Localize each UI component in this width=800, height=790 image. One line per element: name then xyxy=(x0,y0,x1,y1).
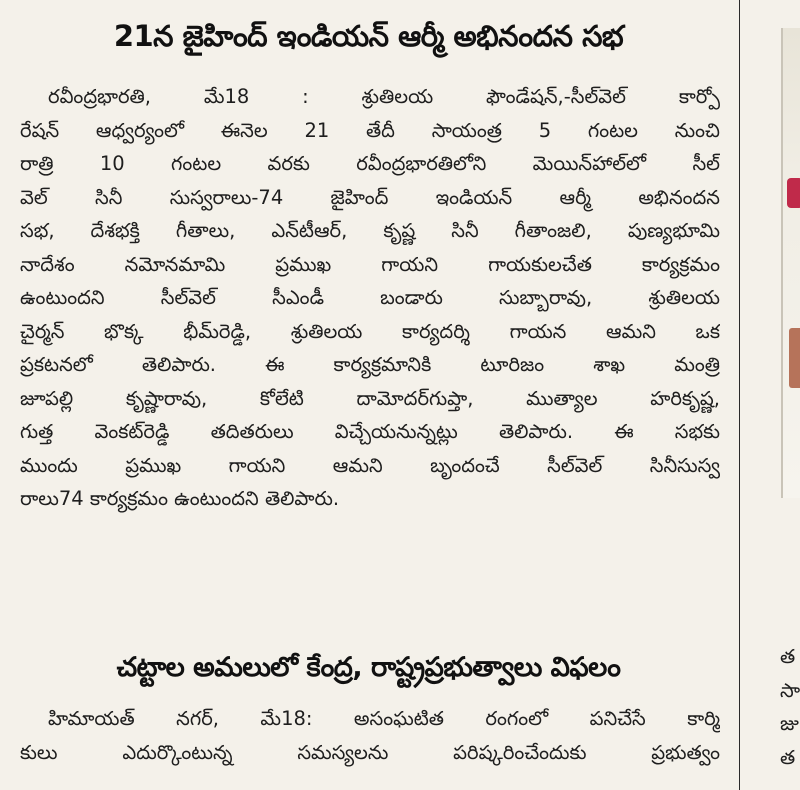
photo-detail xyxy=(787,178,800,208)
column-divider xyxy=(739,0,740,790)
article1-line: సభ, దేశభక్తి గీతాలు, ఎన్‌టీఆర్, కృష్ణ సినీ గీతాంజలి, పుణ్యభూమి xyxy=(20,219,720,242)
article1-line: రాలు74 కార్యక్రమం ఉంటుందని తెలిపారు. xyxy=(20,487,340,510)
article1-line: చైర్మన్ భొక్క భీమ్‌రెడ్డి, శ్రుతిలయ కార్యదర్శి గాయన ఆమని ఒక xyxy=(20,319,720,343)
article1-line: వెల్ సినీ సుస్వరాలు-74 జైహింద్ ఇండియన్ ఆర్మీ అభినందన xyxy=(20,185,720,209)
article1-line: ఉంటుందని సీల్‌వెల్ సీఎండీ బండారు సుబ్బారావు, శ్రుతిలయ xyxy=(20,286,720,309)
article1-line: జూపల్లి కృష్ణారావు, కోలేటి దామోదర్‌గుప్తా, ముత్యాల హరికృష్ణ, xyxy=(20,386,720,410)
article2-line: కులు ఎదుర్కొంటున్న సమస్యలను పరిష్కరించేందుకు ప్రభుత్వం xyxy=(20,740,720,764)
article1-headline: 21న జైహింద్ ఇండియన్ ఆర్మీ అభినందన సభ xyxy=(113,19,624,53)
article1-line: గుత్త వెంకట్‌రెడ్డి తదితరులు విచ్చేయనున్నట్లు తెలిపారు. ఈ సభకు xyxy=(20,420,720,443)
right-fragment: త xyxy=(780,745,796,769)
article1-line: ముందు ప్రముఖ గాయని ఆమని బృందంచే సీల్‌వెల్ సినీసుస్వ xyxy=(20,453,720,477)
right-fragment: సా xyxy=(780,678,800,702)
article1-line: రాత్రి 10 గంటల వరకు రవీంద్రభారతిలోని మెయిన్‌హాల్‌లో సీల్ xyxy=(20,152,720,175)
article2-body xyxy=(20,702,720,769)
right-fragment: జు xyxy=(780,712,799,735)
article2-line: హిమాయత్ నగర్, మే18: అసంఘటిత రంగంలో పనిచేసే కార్మి xyxy=(48,707,720,730)
article2-headline: చట్టాల అమలులో కేంద్ర, రాష్ట్రప్రభుత్వాలు విఫలం xyxy=(116,652,621,683)
article1-line: నాదేశం నమోనమామి ప్రముఖ గాయని గాయకులచేత కార్యక్రమం xyxy=(20,252,720,276)
article1-line: ప్రకటనలో తెలిపారు. ఈ కార్యక్రమానికి టూరిజం శాఖ మంత్రి xyxy=(20,353,720,376)
article1-body xyxy=(20,80,720,516)
article1-line: రేషన్ ఆధ్వర్యంలో ఈనెల 21 తేదీ సాయంత్ర 5 గంటల నుంచి xyxy=(20,118,720,142)
article1-line: రవీంద్రభారతి, మే18 : శ్రుతిలయ ఫౌండేషన్,-సీల్‌వెల్ కార్పో xyxy=(48,85,720,108)
photo-clipping xyxy=(781,28,800,498)
photo-detail xyxy=(789,328,800,388)
right-fragment: త xyxy=(780,645,796,668)
right-column-fragments xyxy=(780,640,800,774)
